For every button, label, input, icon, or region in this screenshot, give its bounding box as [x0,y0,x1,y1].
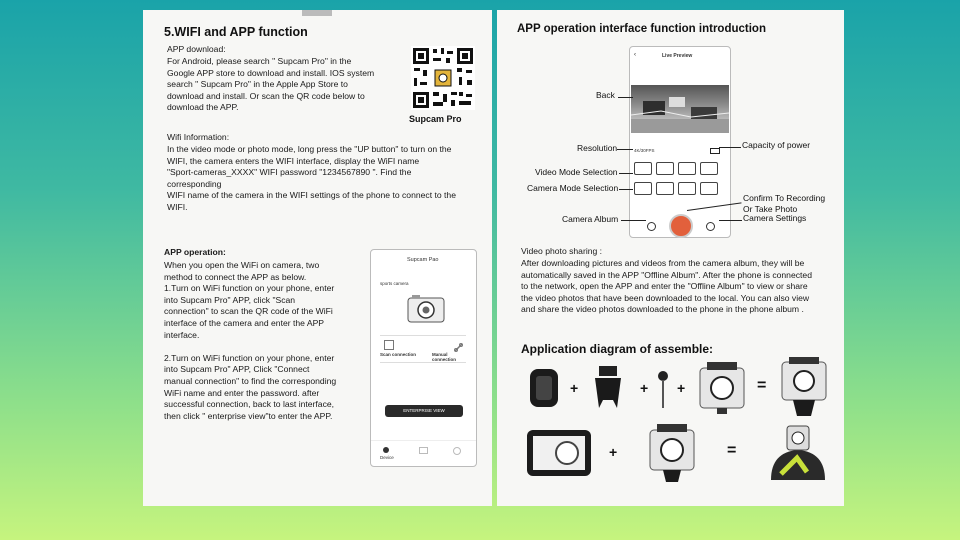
video-mode-icon-2[interactable] [656,162,674,175]
callout-album: Camera Album [562,214,619,224]
enterprise-view-button[interactable]: ENTERPRISE VIEW [385,405,463,417]
callout-confirm-1: Confirm To Recording [743,193,826,203]
buckle-mount-icon [589,364,627,414]
assembled-case-icon [779,356,829,418]
sharing-text: After downloading pictures and videos from the camera album, they will be automatically saved in the APP "Offline Album". After the phone is connected to the network, open the APP and enter the "Offline Album" to view or share the video photos that have been downloaded to the local. You can also view and share the video photos downloaded to the phone in the phone album . [521,258,812,315]
camera-mode-icon-1[interactable] [634,182,652,195]
callout-line-album [621,220,646,221]
plus-sign-2: + [640,380,649,396]
waterproof-case-icon-2 [647,422,697,484]
screw-icon [657,370,669,410]
right-manual-page [497,10,844,506]
link-icon[interactable] [454,339,463,348]
wifi-info-heading: Wifi Information: [167,132,230,142]
resolution-value[interactable]: 4K/30FPS [634,148,655,153]
callout-line-back [618,97,633,98]
video-mode-icon-4[interactable] [700,162,718,175]
assemble-title: Application diagram of assemble: [521,342,714,356]
connection-options [380,335,466,363]
camera-settings-icon[interactable] [706,222,715,231]
live-preview-title: Live Preview [662,53,693,59]
wifi-section-title: 5.WIFI and APP function [164,25,308,39]
helmet-mounted-camera-icon [767,422,829,486]
equals-sign-2: = [727,442,737,459]
phone-tab-bar [371,440,476,467]
app-download-heading: APP download: [167,44,226,54]
base-mount-icon [527,366,561,410]
back-arrow-icon[interactable]: ‹ [634,52,636,58]
callout-line-camera [619,189,633,190]
qr-code-icon[interactable] [411,46,475,110]
waterproof-case-icon [697,360,747,416]
camera-mode-icon-2[interactable] [656,182,674,195]
callout-line-resolution [617,149,633,150]
video-mode-icon-3[interactable] [678,162,696,175]
callout-confirm-2: Or Take Photo [743,204,798,214]
callout-video-mode: Video Mode Selection [535,167,618,177]
camera-mode-icon-4[interactable] [700,182,718,195]
wifi-info-text: In the video mode or photo mode, long press the "UP button" to turn on the WIFI, the camera enters the WIFI interface, display the WiFI name "Sport-cameras_XXXX" WIFI password "1234567890 ". Find the corresponding WIFI name of the camera in the WIFI settings of the phone to connect to the WIFI. [167,144,456,212]
profile-tab-icon[interactable] [453,447,461,455]
record-button[interactable] [669,214,693,238]
camera-mode-icon-3[interactable] [678,182,696,195]
connection-phone-mockup [370,249,477,467]
callout-line-capacity [719,147,741,148]
video-mode-icon-1[interactable] [634,162,652,175]
camera-image-icon [404,292,448,326]
callout-capacity: Capacity of power [742,140,811,150]
plus-sign-3: + [677,380,686,396]
left-manual-page [143,10,492,506]
manual-connection-label[interactable]: Manual connection [432,352,457,362]
callout-line-video [619,173,633,174]
callout-resolution: Resolution [577,143,618,153]
qr-caption: Supcam Pro [409,114,462,124]
plus-sign-1: + [570,380,579,396]
scan-icon[interactable] [384,340,394,350]
app-operation-text: When you open the WiFi on camera, two method to connect the APP as below. 1.Turn on WiFi function on your phone, enter into Supcam Pro" APP, click "Scan connection" to scan the QR code of the WiFi interface of the camera and enter the APP interface. 2.Turn on WiFi function on your phone, enter into Supcam Pro" APP, Click "Connect manual connection" to find the corresponding WiFi name and enter the password. after successful connection, back to last interface, then click " enterprise view"to enter the APP. [164,260,337,421]
camera-front-icon [525,428,593,478]
sharing-heading: Video photo sharing : [521,246,603,256]
app-download-text: For Android, please search " Supcam Pro" in the Google APP store to download and install. IOS system search " Supcam Pro" in the Apple App Store to download and install. Or scan the QR code below to download the APP. [167,56,375,113]
live-preview-phone-mockup [629,46,731,238]
interface-section-title: APP operation interface function introduction [517,23,766,35]
page-tab-mark [302,10,332,16]
callout-back: Back [596,90,615,100]
callout-line-settings [719,220,742,221]
app-operation-heading: APP operation: [164,247,226,257]
callout-settings: Camera Settings [743,213,807,223]
phone-app-title: Supcam Pao [407,257,439,263]
scan-connection-label[interactable]: Scan connection [380,352,417,357]
device-tab-label[interactable]: Device [380,455,394,460]
album-tab-icon[interactable] [419,447,428,454]
battery-icon [710,148,720,154]
callout-camera-mode: Camera Mode Selection [527,183,619,193]
plus-sign-4: + [609,444,618,460]
device-tab-icon[interactable] [383,447,389,453]
equals-sign-1: = [757,377,767,394]
phone-subtitle: sports camera [380,281,409,286]
live-preview-video [631,85,729,133]
camera-album-icon[interactable] [647,222,656,231]
